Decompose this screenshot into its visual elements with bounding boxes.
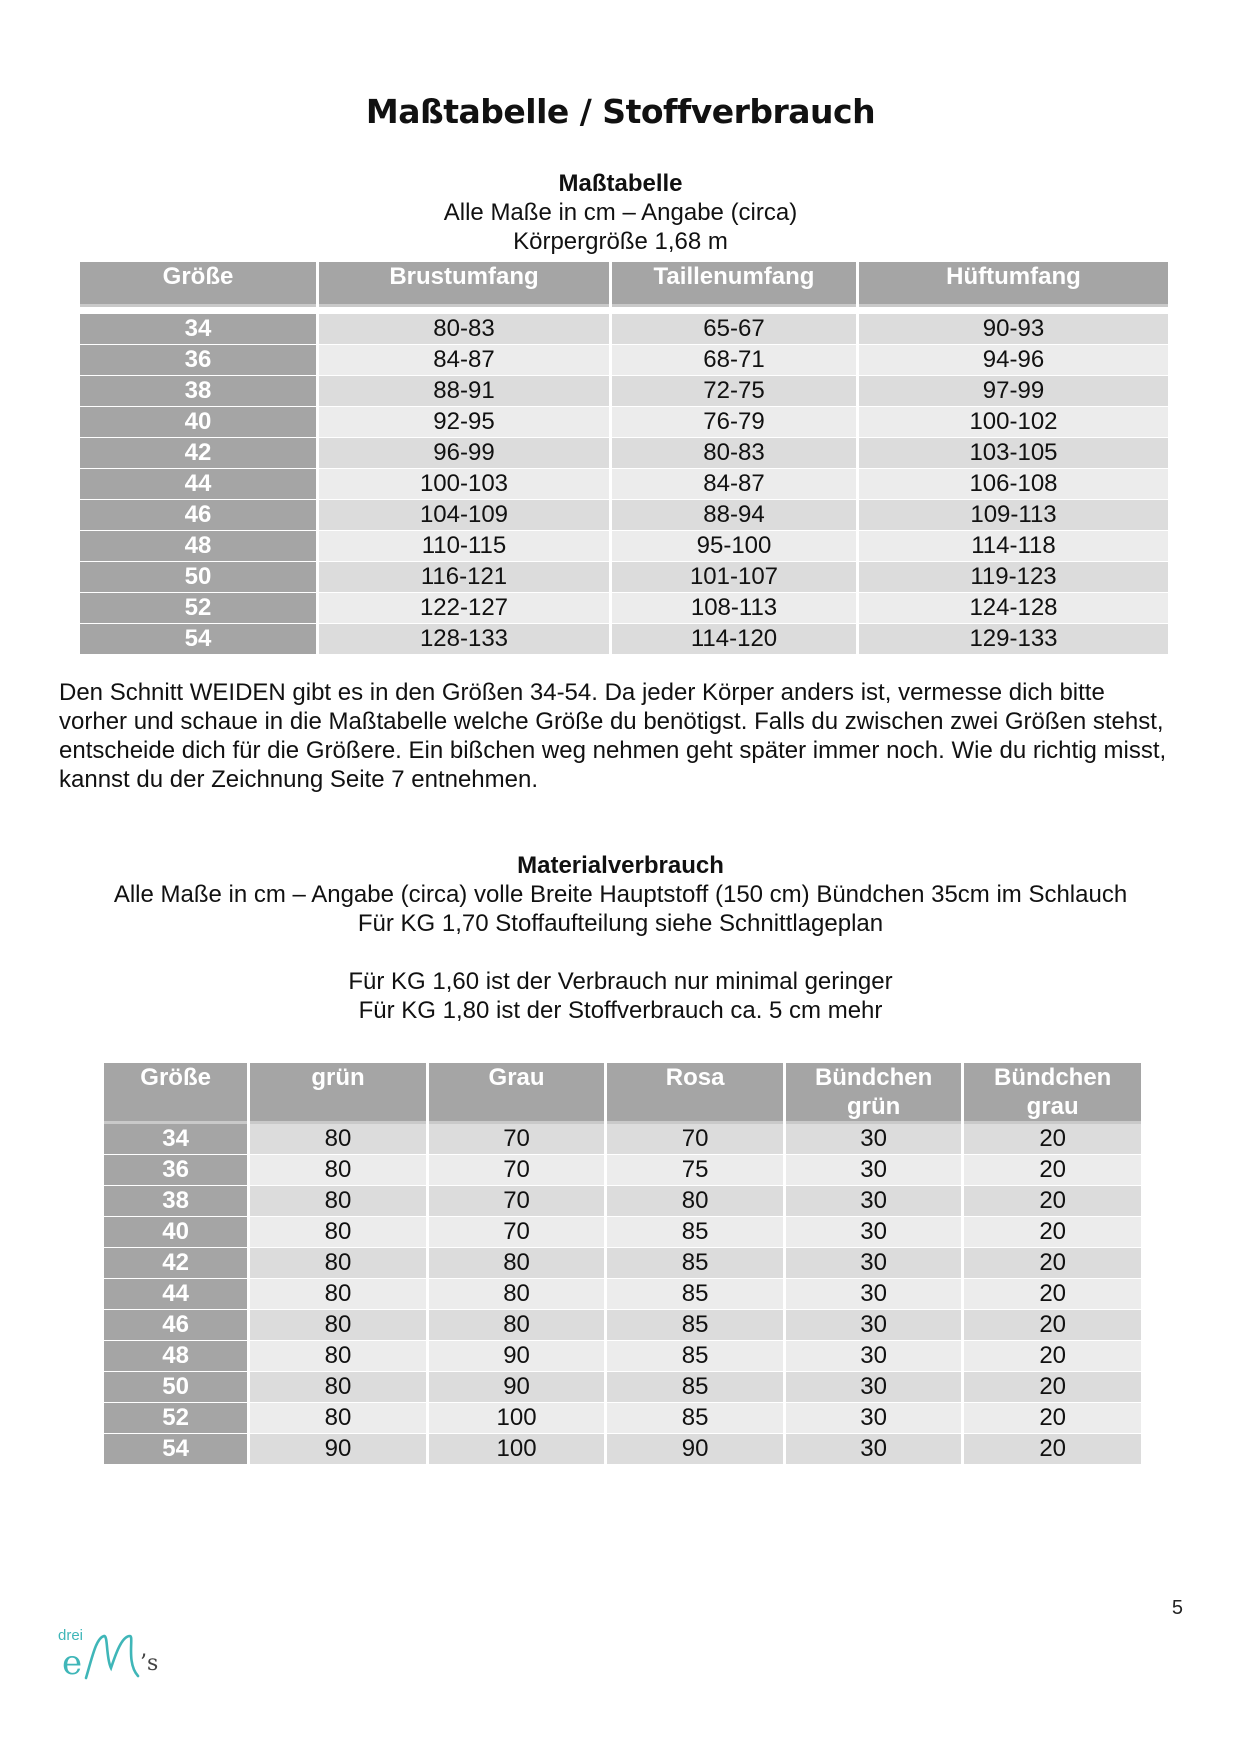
material-table-row	[104, 1279, 1141, 1310]
measure-cell-size: 46	[80, 500, 316, 531]
material-header-line: Rosa	[665, 1064, 725, 1091]
measure-header-hip: Hüftumfang	[859, 262, 1168, 307]
measure-cell-size: 38	[80, 376, 316, 407]
material-table-header-row	[104, 1063, 1141, 1124]
material-cell-cuff-grey: 20	[964, 1403, 1141, 1434]
measure-subline-height: Körpergröße 1,68 m	[513, 228, 728, 255]
material-cell-cuff-green: 30	[786, 1341, 962, 1372]
material-table-row	[104, 1310, 1141, 1341]
measure-cell-waist: 88-94	[612, 500, 856, 531]
material-cell-grey: 70	[429, 1217, 605, 1248]
measure-cell-hip: 90-93	[859, 314, 1168, 345]
material-cell-pink: 85	[607, 1248, 783, 1279]
material-cell-cuff-green: 30	[786, 1279, 962, 1310]
measure-cell-bust: 110-115	[319, 531, 609, 562]
material-table-body	[104, 1124, 1141, 1465]
measure-cell-waist: 72-75	[612, 376, 856, 407]
measure-cell-hip: 94-96	[859, 345, 1168, 376]
material-cell-cuff-grey: 20	[964, 1341, 1141, 1372]
measure-cell-waist: 68-71	[612, 345, 856, 376]
measure-table-row	[80, 438, 1168, 469]
measure-cell-hip: 114-118	[859, 531, 1168, 562]
material-cell-size: 54	[104, 1434, 247, 1465]
material-cell-grey: 90	[429, 1372, 605, 1403]
measure-heading: Maßtabelle	[558, 170, 683, 197]
measure-cell-bust: 122-127	[319, 593, 609, 624]
measure-cell-hip: 109-113	[859, 500, 1168, 531]
material-cell-green: 80	[250, 1403, 426, 1434]
material-cell-cuff-green: 30	[786, 1124, 962, 1155]
material-table	[101, 1063, 1144, 1465]
material-cell-cuff-grey: 20	[964, 1434, 1141, 1465]
measure-cell-size: 36	[80, 345, 316, 376]
material-cell-green: 80	[250, 1310, 426, 1341]
material-cell-green: 80	[250, 1155, 426, 1186]
material-cell-cuff-grey: 20	[964, 1186, 1141, 1217]
measure-table-row	[80, 500, 1168, 531]
material-header-line: Größe	[140, 1064, 211, 1091]
measure-cell-hip: 97-99	[859, 376, 1168, 407]
material-cell-green: 80	[250, 1372, 426, 1403]
material-cell-pink: 90	[607, 1434, 783, 1465]
material-cell-pink: 85	[607, 1341, 783, 1372]
material-cell-size: 40	[104, 1217, 247, 1248]
material-cell-cuff-green: 30	[786, 1217, 962, 1248]
measure-table-body	[80, 307, 1168, 655]
measure-table-row	[80, 562, 1168, 593]
material-cell-size: 50	[104, 1372, 247, 1403]
measure-header-waist: Taillenumfang	[612, 262, 856, 307]
material-cell-grey: 80	[429, 1248, 605, 1279]
material-header-pink	[607, 1063, 783, 1124]
measure-cell-bust: 100-103	[319, 469, 609, 500]
material-header-line: Bündchen	[994, 1064, 1112, 1091]
measure-cell-bust: 80-83	[319, 314, 609, 345]
measure-heading-block	[0, 169, 1241, 256]
measure-cell-size: 52	[80, 593, 316, 624]
material-header-green	[250, 1063, 426, 1124]
measure-cell-waist: 95-100	[612, 531, 856, 562]
material-cell-green: 80	[250, 1279, 426, 1310]
material-header-grey	[429, 1063, 605, 1124]
material-cell-pink: 80	[607, 1186, 783, 1217]
svg-text:’s: ’s	[140, 1651, 159, 1676]
material-heading-block	[0, 851, 1241, 1025]
material-cell-pink: 85	[607, 1279, 783, 1310]
material-cell-pink: 75	[607, 1155, 783, 1186]
measure-table-header-row	[80, 262, 1168, 307]
material-cell-grey: 70	[429, 1124, 605, 1155]
measure-table-row	[80, 624, 1168, 655]
material-cell-green: 80	[250, 1217, 426, 1248]
measure-cell-hip: 119-123	[859, 562, 1168, 593]
measure-cell-bust: 104-109	[319, 500, 609, 531]
material-cell-size: 34	[104, 1124, 247, 1155]
material-line-widths: Alle Maße in cm – Angabe (circa) volle Breite Hauptstoff (150 cm) Bündchen 35cm im Schlauch	[113, 881, 1128, 908]
logo-graphic	[56, 1618, 166, 1688]
measure-header-bust: Brustumfang	[319, 262, 609, 307]
material-cell-pink: 85	[607, 1372, 783, 1403]
measure-cell-waist: 101-107	[612, 562, 856, 593]
measure-table-row	[80, 531, 1168, 562]
material-cell-cuff-grey: 20	[964, 1248, 1141, 1279]
drei-ems-logo	[56, 1618, 166, 1688]
material-cell-cuff-grey: 20	[964, 1155, 1141, 1186]
measure-cell-waist: 76-79	[612, 407, 856, 438]
measure-cell-hip: 106-108	[859, 469, 1168, 500]
material-cell-cuff-green: 30	[786, 1155, 962, 1186]
measure-cell-size: 50	[80, 562, 316, 593]
page-number: 5	[1171, 1597, 1183, 1619]
measure-cell-hip: 103-105	[859, 438, 1168, 469]
material-cell-grey: 90	[429, 1341, 605, 1372]
material-cell-grey: 100	[429, 1434, 605, 1465]
svg-text:e: e	[62, 1643, 83, 1683]
material-cell-cuff-grey: 20	[964, 1279, 1141, 1310]
material-header-size	[104, 1063, 247, 1124]
material-header-line: grün	[846, 1093, 901, 1120]
measure-cell-waist: 80-83	[612, 438, 856, 469]
measure-cell-size: 54	[80, 624, 316, 655]
material-cell-cuff-green: 30	[786, 1310, 962, 1341]
measure-cell-size: 48	[80, 531, 316, 562]
material-cell-green: 80	[250, 1124, 426, 1155]
material-header-line: Bündchen	[814, 1064, 933, 1091]
material-header-line: grün	[311, 1064, 365, 1091]
measure-table-row	[80, 469, 1168, 500]
material-table-row	[104, 1124, 1141, 1155]
material-cell-cuff-grey: 20	[964, 1217, 1141, 1248]
material-cell-pink: 85	[607, 1217, 783, 1248]
material-cell-size: 42	[104, 1248, 247, 1279]
size-advice-paragraph: Den Schnitt WEIDEN gibt es in den Größen 34-54. Da jeder Körper anders ist, vermesse dich bitte vorher und schaue in die Maßtabelle welche Größe du benötigst. Falls du zwischen zwei Größen stehst, entscheide dich für die Größere. Ein bißchen weg nehmen geht später immer noch. Wie du richtig misst, kannst du der Zeichnung Seite 7 entnehmen.	[59, 679, 1167, 793]
material-cell-cuff-green: 30	[786, 1434, 962, 1465]
material-cell-grey: 80	[429, 1310, 605, 1341]
material-table-row	[104, 1155, 1141, 1186]
measure-cell-hip: 129-133	[859, 624, 1168, 655]
material-header-cuff-green	[786, 1063, 962, 1124]
measure-cell-hip: 100-102	[859, 407, 1168, 438]
material-cell-green: 80	[250, 1341, 426, 1372]
measure-cell-hip: 124-128	[859, 593, 1168, 624]
material-table-row	[104, 1403, 1141, 1434]
measure-cell-size: 34	[80, 314, 316, 345]
material-cell-grey: 80	[429, 1279, 605, 1310]
measure-cell-bust: 84-87	[319, 345, 609, 376]
measure-table-spacer	[80, 307, 1168, 314]
material-table-row	[104, 1217, 1141, 1248]
material-cell-size: 48	[104, 1341, 247, 1372]
measure-table-row	[80, 593, 1168, 624]
svg-text:drei: drei	[58, 1627, 84, 1644]
material-heading: Materialverbrauch	[517, 852, 724, 879]
material-cell-green: 80	[250, 1248, 426, 1279]
measure-table-row	[80, 345, 1168, 376]
material-header-cuff-grey	[964, 1063, 1141, 1124]
material-cell-cuff-green: 30	[786, 1186, 962, 1217]
material-cell-grey: 100	[429, 1403, 605, 1434]
measure-table	[77, 262, 1171, 655]
material-cell-size: 36	[104, 1155, 247, 1186]
measure-cell-bust: 92-95	[319, 407, 609, 438]
measure-cell-waist: 108-113	[612, 593, 856, 624]
material-cell-cuff-green: 30	[786, 1403, 962, 1434]
material-cell-size: 44	[104, 1279, 247, 1310]
material-cell-pink: 70	[607, 1124, 783, 1155]
measure-cell-waist: 114-120	[612, 624, 856, 655]
material-header-line: grau	[1026, 1093, 1079, 1120]
material-table-row	[104, 1372, 1141, 1403]
material-cell-green: 90	[250, 1434, 426, 1465]
material-cell-grey: 70	[429, 1155, 605, 1186]
measure-cell-bust: 88-91	[319, 376, 609, 407]
material-cell-green: 80	[250, 1186, 426, 1217]
material-line-layout: Für KG 1,70 Stoffaufteilung siehe Schnittlageplan	[357, 910, 884, 937]
measure-cell-size: 42	[80, 438, 316, 469]
material-table-row	[104, 1434, 1141, 1465]
material-line-kg160: Für KG 1,60 ist der Verbrauch nur minimal geringer	[348, 968, 893, 995]
page-title: Maßtabelle / Stoffverbrauch	[365, 92, 876, 131]
material-cell-cuff-grey: 20	[964, 1372, 1141, 1403]
material-table-row	[104, 1248, 1141, 1279]
material-table-row	[104, 1186, 1141, 1217]
material-cell-size: 52	[104, 1403, 247, 1434]
measure-cell-bust: 96-99	[319, 438, 609, 469]
measure-cell-bust: 128-133	[319, 624, 609, 655]
material-cell-size: 38	[104, 1186, 247, 1217]
measure-cell-waist: 65-67	[612, 314, 856, 345]
measure-cell-size: 40	[80, 407, 316, 438]
material-header-line: Grau	[488, 1064, 545, 1091]
measure-cell-bust: 116-121	[319, 562, 609, 593]
measure-table-row	[80, 314, 1168, 345]
measure-subline-units: Alle Maße in cm – Angabe (circa)	[443, 199, 798, 226]
material-cell-pink: 85	[607, 1403, 783, 1434]
material-cell-cuff-grey: 20	[964, 1310, 1141, 1341]
material-cell-cuff-green: 30	[786, 1248, 962, 1279]
material-cell-cuff-green: 30	[786, 1372, 962, 1403]
measure-cell-size: 44	[80, 469, 316, 500]
measure-cell-waist: 84-87	[612, 469, 856, 500]
material-line-kg180: Für KG 1,80 ist der Stoffverbrauch ca. 5 cm mehr	[358, 997, 883, 1024]
measure-table-row	[80, 376, 1168, 407]
material-cell-size: 46	[104, 1310, 247, 1341]
material-cell-cuff-grey: 20	[964, 1124, 1141, 1155]
measure-table-row	[80, 407, 1168, 438]
measure-header-size: Größe	[80, 262, 316, 307]
material-table-row	[104, 1341, 1141, 1372]
material-cell-grey: 70	[429, 1186, 605, 1217]
material-cell-pink: 85	[607, 1310, 783, 1341]
